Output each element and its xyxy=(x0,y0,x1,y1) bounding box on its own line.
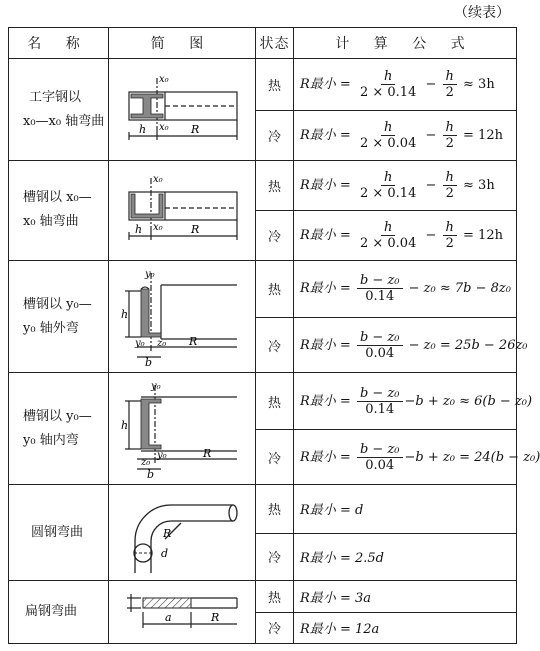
y0-bottom-label: y₀ xyxy=(135,337,145,349)
frac-den: 0.14 xyxy=(365,401,395,417)
row-name xyxy=(9,484,109,580)
header-row xyxy=(9,28,517,59)
formula-cell: R最小 = $\frac{h}{2 \times 0.14}$ − $\frac{h}{2}$ ≈ 3h xyxy=(294,59,517,111)
frac-num: b − z₀ xyxy=(357,273,403,289)
channel-x-sketch xyxy=(121,170,243,250)
r-label: R xyxy=(211,611,220,625)
r-label: R xyxy=(189,334,198,348)
formula-result: = 2.5d xyxy=(339,551,384,567)
x0-bottom-label: x₀ xyxy=(153,222,163,234)
frac-den: 2 xyxy=(445,236,454,252)
name-line: y₀ 轴外弯 xyxy=(23,320,79,336)
frac-num: b − z₀ xyxy=(357,330,403,346)
frac-num: h xyxy=(381,69,395,85)
channel-y-out-sketch-cell xyxy=(109,261,256,373)
frac-num: h xyxy=(443,120,457,136)
x0-top-label: x₀ xyxy=(159,73,169,85)
formula-cell: R最小 = $\frac{h}{2 \times 0.04}$ − $\frac{h}{2}$ = 12h xyxy=(294,211,517,261)
x0-bottom-label: x₀ xyxy=(159,121,169,133)
state-cold: 冷 xyxy=(256,111,294,161)
table-row xyxy=(9,261,517,318)
z0-label: z₀ xyxy=(157,337,167,349)
name-line: y₀ 轴内弯 xyxy=(23,432,79,448)
frac-num: b − z₀ xyxy=(357,442,403,458)
frac-num: h xyxy=(443,170,457,186)
formula-cell: R最小 = $\frac{h}{2 \times 0.14}$ − $\frac{h}{2}$ ≈ 3h xyxy=(294,160,517,211)
r-label: R xyxy=(203,446,212,460)
state-hot: 热 xyxy=(256,160,294,211)
formula-cell: R最小 = $\frac{\text{b − z₀}}{0.04}$ − z₀ = 25b − 26z₀ xyxy=(294,317,517,373)
channel-y-in-sketch-cell xyxy=(109,373,256,484)
header-sketch: 简 图 xyxy=(109,28,256,59)
frac-den: 0.04 xyxy=(365,345,395,361)
name-line: 槽钢以 y₀— xyxy=(23,296,92,312)
table-row xyxy=(9,59,517,111)
y0-bottom-label: y₀ xyxy=(157,449,167,461)
rmin-symbol: R最小 xyxy=(300,228,336,244)
table-row xyxy=(9,581,517,612)
formula-cell xyxy=(294,533,517,581)
frac-num: h xyxy=(381,220,395,236)
h-label: h xyxy=(121,307,129,321)
y0-top-label: y₀ xyxy=(151,380,161,392)
formula-cell: R最小 = $\frac{h}{2 \times 0.04}$ − $\frac{h}{2}$ = 12h xyxy=(294,111,517,161)
r-label: R xyxy=(191,122,200,136)
rmin-symbol: R最小 xyxy=(300,590,336,606)
flat-bar-sketch xyxy=(121,588,243,636)
x0-top-label: x₀ xyxy=(153,174,163,186)
rmin-symbol: R最小 xyxy=(300,281,336,297)
rmin-symbol: R最小 xyxy=(300,622,336,638)
formula-result: ≈ 3h xyxy=(463,178,495,194)
state-hot: 热 xyxy=(256,484,294,533)
frac-num: h xyxy=(381,170,395,186)
formula-result: −b + z₀ = 24(b − z₀) xyxy=(404,449,540,465)
frac-den: 0.14 xyxy=(365,289,395,305)
channel-x-sketch-cell xyxy=(109,160,256,260)
table-row xyxy=(9,484,517,533)
z0-label: z₀ xyxy=(141,456,151,468)
formula-cell xyxy=(294,484,517,533)
frac-den: 2 × 0.14 xyxy=(359,186,417,202)
formula-result: = 12a xyxy=(339,622,380,638)
rmin-symbol: R最小 xyxy=(300,393,336,409)
name-line: 工字钢以 xyxy=(29,89,82,105)
b-label: b xyxy=(147,467,155,481)
formula-result: = 12h xyxy=(463,127,503,143)
frac-num: h xyxy=(381,120,395,136)
row-name xyxy=(9,373,109,484)
state-cold: 冷 xyxy=(256,430,294,485)
formula-cell xyxy=(294,612,517,643)
a-label: a xyxy=(165,611,172,625)
state-hot: 热 xyxy=(256,59,294,111)
formula-result: − z₀ ≈ 7b − 8z₀ xyxy=(408,281,511,297)
table-row xyxy=(9,373,517,430)
rmin-symbol: R最小 xyxy=(300,503,336,519)
frac-num: b − z₀ xyxy=(357,386,403,402)
formula-result: −b + z₀ ≈ 6(b − z₀) xyxy=(404,393,533,409)
frac-den: 2 xyxy=(445,85,454,101)
name-line: x₀ 轴弯曲 xyxy=(23,214,79,230)
table-caption: （续表） xyxy=(454,5,510,21)
rmin-symbol: R最小 xyxy=(300,551,336,567)
formula-cell: R最小 = $\frac{\text{b − z₀}}{0.04}$ −b + z₀ = 24(b − z₀) xyxy=(294,430,517,485)
frac-den: 2 × 0.04 xyxy=(359,135,417,151)
row-name xyxy=(9,59,109,160)
row-name xyxy=(9,261,109,373)
formula-result: − z₀ = 25b − 26z₀ xyxy=(408,337,528,353)
formula-cell: R最小 = $\frac{\text{b − z₀}}{0.14}$ −b + z₀ ≈ 6(b − z₀) xyxy=(294,373,517,430)
rmin-symbol: R最小 xyxy=(300,449,336,465)
frac-den: 0.04 xyxy=(365,457,395,473)
state-cold: 冷 xyxy=(256,317,294,373)
header-state: 状态 xyxy=(256,28,294,59)
ibeam-sketch-cell xyxy=(109,59,256,160)
row-name xyxy=(9,160,109,260)
header-name: 名 称 xyxy=(9,28,109,59)
d-label: d xyxy=(161,546,169,560)
formula-result: = 3a xyxy=(339,590,371,606)
frac-den: 2 × 0.04 xyxy=(359,236,417,252)
h-label: h xyxy=(121,418,129,432)
state-cold: 冷 xyxy=(256,533,294,581)
round-bar-sketch-cell xyxy=(109,484,256,580)
rmin-symbol: R最小 xyxy=(300,178,336,194)
name-line: x₀—x₀ 轴弯曲 xyxy=(23,113,105,129)
rmin-symbol: R最小 xyxy=(300,337,336,353)
state-cold: 冷 xyxy=(256,612,294,643)
state-hot: 热 xyxy=(256,261,294,318)
state-hot: 热 xyxy=(256,373,294,430)
formula-result: = 12h xyxy=(463,228,503,244)
rmin-symbol: R最小 xyxy=(300,127,336,143)
table-row xyxy=(9,160,517,211)
b-label: b xyxy=(145,355,153,369)
formula-result: = d xyxy=(339,503,364,519)
frac-num: h xyxy=(443,220,457,236)
ibeam-sketch xyxy=(121,70,243,150)
state-cold: 冷 xyxy=(256,211,294,261)
h-label: h xyxy=(135,223,143,237)
name-line: 圆钢弯曲 xyxy=(31,524,84,540)
state-hot: 热 xyxy=(256,581,294,612)
name-line: 槽钢以 x₀— xyxy=(23,190,92,206)
channel-y-out-sketch xyxy=(121,267,243,367)
formula-cell xyxy=(294,581,517,612)
formula-cell: R最小 = $\frac{\text{b − z₀}}{0.14}$ − z₀ ≈ 7b − 8z₀ xyxy=(294,261,517,318)
formula-result: ≈ 3h xyxy=(463,77,495,93)
bending-table xyxy=(8,27,540,644)
flat-bar-sketch-cell xyxy=(109,581,256,644)
r-label: R xyxy=(163,526,172,540)
frac-den: 2 xyxy=(445,135,454,151)
h-label: h xyxy=(139,122,147,136)
rmin-symbol: R最小 xyxy=(300,77,336,93)
frac-den: 2 xyxy=(445,186,454,202)
name-line: 扁钢弯曲 xyxy=(25,604,78,620)
row-name xyxy=(9,581,109,644)
frac-den: 2 × 0.14 xyxy=(359,85,417,101)
channel-y-in-sketch xyxy=(121,379,243,479)
r-label: R xyxy=(191,223,200,237)
round-bar-sketch xyxy=(121,489,243,577)
name-line: 槽钢以 y₀— xyxy=(23,408,92,424)
frac-num: h xyxy=(443,69,457,85)
header-formula: 计 算 公 式 xyxy=(294,28,517,59)
y0-top-label: y₀ xyxy=(145,268,155,280)
